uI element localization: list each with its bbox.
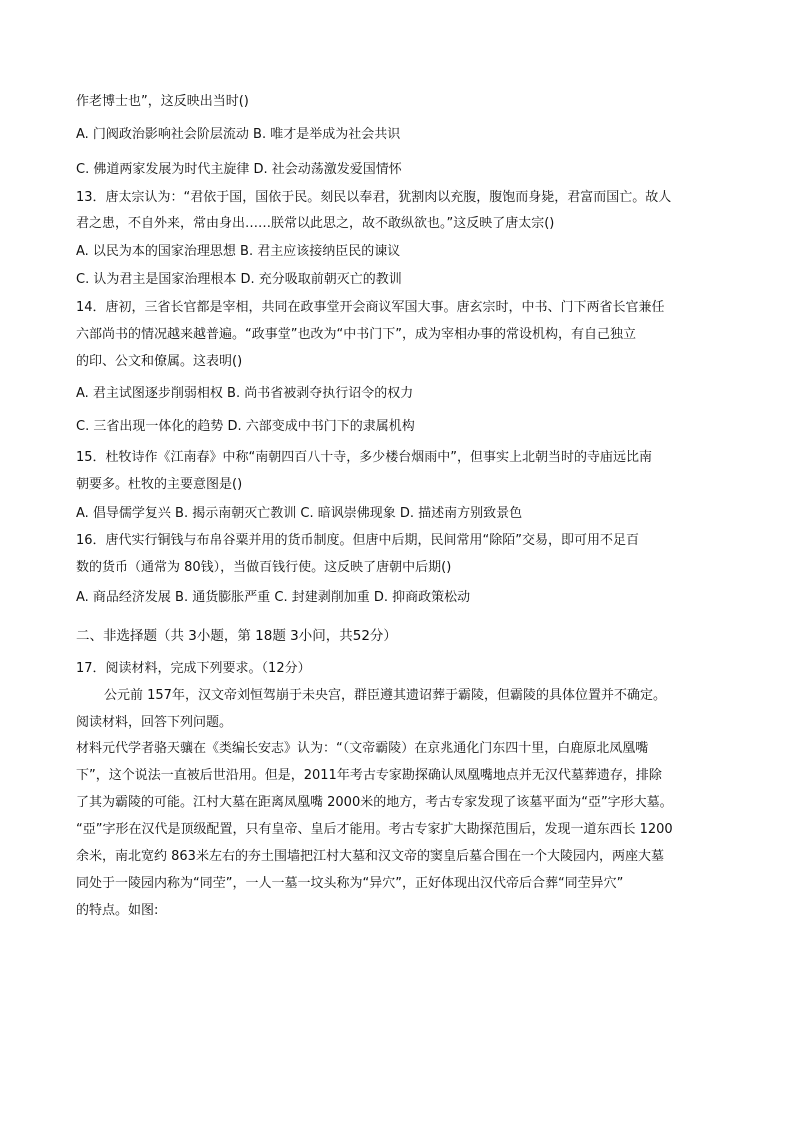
q17-material-line4: “亞”字形在汉代是顶级配置，只有皇帝、皇后才能用。考古专家扩大勘探范围后，发现一道东西长 1200	[76, 822, 673, 837]
q14-stem-line1: 14．唐初，三省长官都是宰相，共同在政事堂开会商议军国大事。唐玄宗时，中书、门下两省长官兼任	[76, 300, 665, 315]
q17-material-line6: 同处于一陵园内称为“同茔”，一人一墓一坟头称为“异穴”，正好体现出汉代帝后合葬“同茔异穴”	[76, 876, 624, 891]
q13-stem-line1: 13．唐太宗认为：“君依于国，国依于民。刻民以奉君，犹割肉以充腹，腹饱而身毙，君富而国亡。故人	[76, 190, 672, 205]
q12-options-ab: A. 门阀政治影响社会阶层流动 B. 唯才是举成为社会共识	[76, 127, 401, 142]
q16-stem-line2: 数的货币（通常为 80钱），当做百钱行使。这反映了唐朝中后期()	[76, 560, 452, 575]
q15-stem-line1: 15．杜牧诗作《江南春》中称“南朝四百八十寺，多少楼台烟雨中”，但事实上北朝当时的寺庙远比南	[76, 450, 653, 465]
q14-options-cd: C. 三省出现一体化的趋势 D. 六部变成中书门下的隶属机构	[76, 419, 415, 434]
q12-stem-tail: 作老博士也”，这反映出当时()	[76, 94, 249, 109]
q12-options-cd: C. 佛道两家发展为时代主旋律 D. 社会动荡激发爱国情怀	[76, 162, 402, 177]
q17-material-line5: 余米，南北宽约 863米左右的夯土围墙把江村大墓和汉文帝的窦皇后墓合围在一个大陵园内，两座大墓	[76, 849, 664, 864]
q16-options: A. 商品经济发展 B. 通货膨胀严重 C. 封建剥削加重 D. 抑商政策松动	[76, 590, 471, 605]
q15-options: A. 倡导儒学复兴 B. 揭示南朝灭亡教训 C. 暗讽崇佛现象 D. 描述南方别致景色	[76, 506, 523, 521]
section-heading: 二、非选择题（共 3小题，第 18题 3小问，共52分）	[76, 628, 397, 644]
q14-stem-line2: 六部尚书的情况越来越普遍。“政事堂”也改为“中书门下”，成为宰相办事的常设机构，有自己独立	[76, 327, 636, 342]
q17-title: 17．阅读材料，完成下列要求。（12分）	[76, 661, 311, 676]
q14-stem-line3: 的印、公文和僚属。这表明()	[76, 354, 243, 369]
q17-material-line1: 材料元代学者骆天骧在《类编长安志》认为：“（文帝霸陵）在京兆通化门东四十里，白鹿原北凤凰嘴	[76, 741, 649, 756]
q17-material-line3: 了其为霸陵的可能。江村大墓在距离凤凰嘴 2000米的地方，考古专家发现了该墓平面为“亞”字形大墓。	[76, 795, 673, 810]
q13-options-cd: C. 认为君主是国家治理根本 D. 充分吸取前朝灭亡的教训	[76, 272, 402, 287]
q15-stem-line2: 朝要多。杜牧的主要意图是()	[76, 477, 243, 492]
q17-material-line7: 的特点。如图:	[76, 903, 159, 918]
q13-options-ab: A. 以民为本的国家治理思想 B. 君主应该接纳臣民的谏议	[76, 244, 401, 259]
q13-stem-line2: 君之患，不自外来，常由身出……朕常以此思之，故不敢纵欲也。”这反映了唐太宗()	[76, 216, 555, 231]
q17-intro-line1: 公元前 157年，汉文帝刘恒驾崩于未央宫，群臣遵其遗诏葬于霸陵，但霸陵的具体位置并不确定。	[104, 688, 666, 703]
q17-material-line2: 下”，这个说法一直被后世沿用。但是，2011年考古专家勘探确认凤凰嘴地点并无汉代墓葬遗存，排除	[76, 768, 662, 783]
q17-intro-line2: 阅读材料，回答下列问题。	[76, 715, 233, 730]
q14-options-ab: A. 君主试图逐步削弱相权 B. 尚书省被剥夺执行诏令的权力	[76, 386, 414, 401]
q16-stem-line1: 16．唐代实行铜钱与布帛谷粟并用的货币制度。但唐中后期，民间常用“除陌”交易，即可用不足百	[76, 533, 640, 548]
